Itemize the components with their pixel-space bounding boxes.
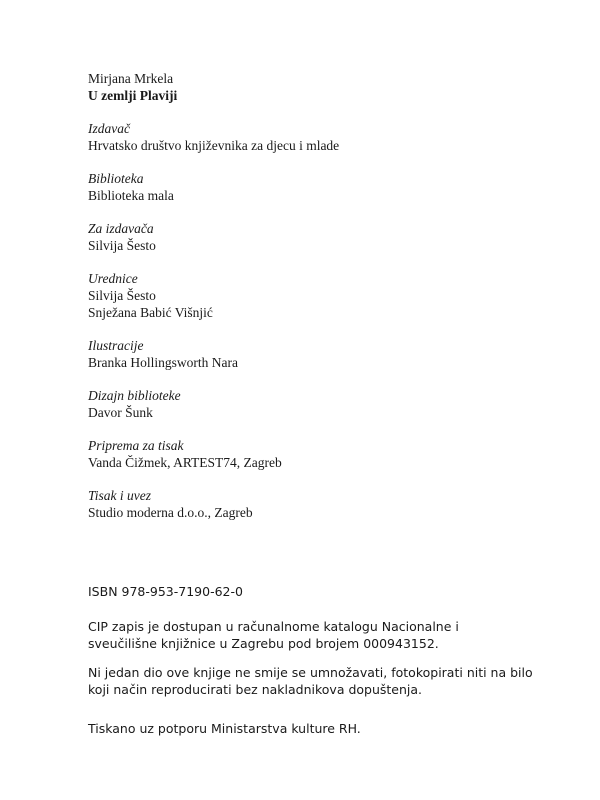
section-label: Za izdavača [88,221,154,236]
section-value: Silvija Šesto [88,288,156,303]
section-prepress [88,437,568,471]
section-publisher [88,120,568,154]
section-library [88,170,568,204]
section-value: Silvija Šesto [88,238,156,253]
credits-block [88,70,568,521]
section-editors [88,270,568,321]
section-value: Studio moderna d.o.o., Zagreb [88,505,253,520]
section-for-publisher [88,220,568,254]
rights-line: Ni jedan dio ove knjige ne smije se umnožavati, fotokopirati niti na bilo [88,665,533,680]
rights-line: koji način reproducirati bez nakladnikova dopuštenja. [88,682,423,697]
section-label: Ilustracije [88,338,144,353]
section-value: Branka Hollingsworth Nara [88,355,238,370]
section-value: Hrvatsko društvo književnika za djecu i mlade [88,138,340,153]
section-value: Davor Šunk [88,405,153,420]
section-label: Dizajn biblioteke [88,388,181,403]
cip-line: CIP zapis je dostupan u računalnome katalogu Nacionalne i [88,619,459,634]
section-value: Vanda Čižmek, ARTEST74, Zagreb [88,455,282,470]
support-line: Tiskano uz potporu Ministarstva kulture RH. [88,721,361,736]
section-label: Urednice [88,271,138,286]
cip-line: sveučilišne knjižnice u Zagrebu pod brojem 000943152. [88,636,439,651]
section-library-design [88,387,568,421]
section-label: Biblioteka [88,171,144,186]
section-illustrations [88,337,568,371]
isbn-line: ISBN 978-953-7190-62-0 [88,584,243,599]
book-title: U zemlji Plaviji [88,88,178,103]
section-label: Priprema za tisak [88,438,184,453]
section-print-binding [88,487,568,521]
section-value: Biblioteka mala [88,188,174,203]
section-label: Tisak i uvez [88,488,151,503]
section-label: Izdavač [88,121,130,136]
legal-block [88,583,568,737]
author-name: Mirjana Mrkela [88,71,174,86]
section-value: Snježana Babić Višnjić [88,305,213,320]
